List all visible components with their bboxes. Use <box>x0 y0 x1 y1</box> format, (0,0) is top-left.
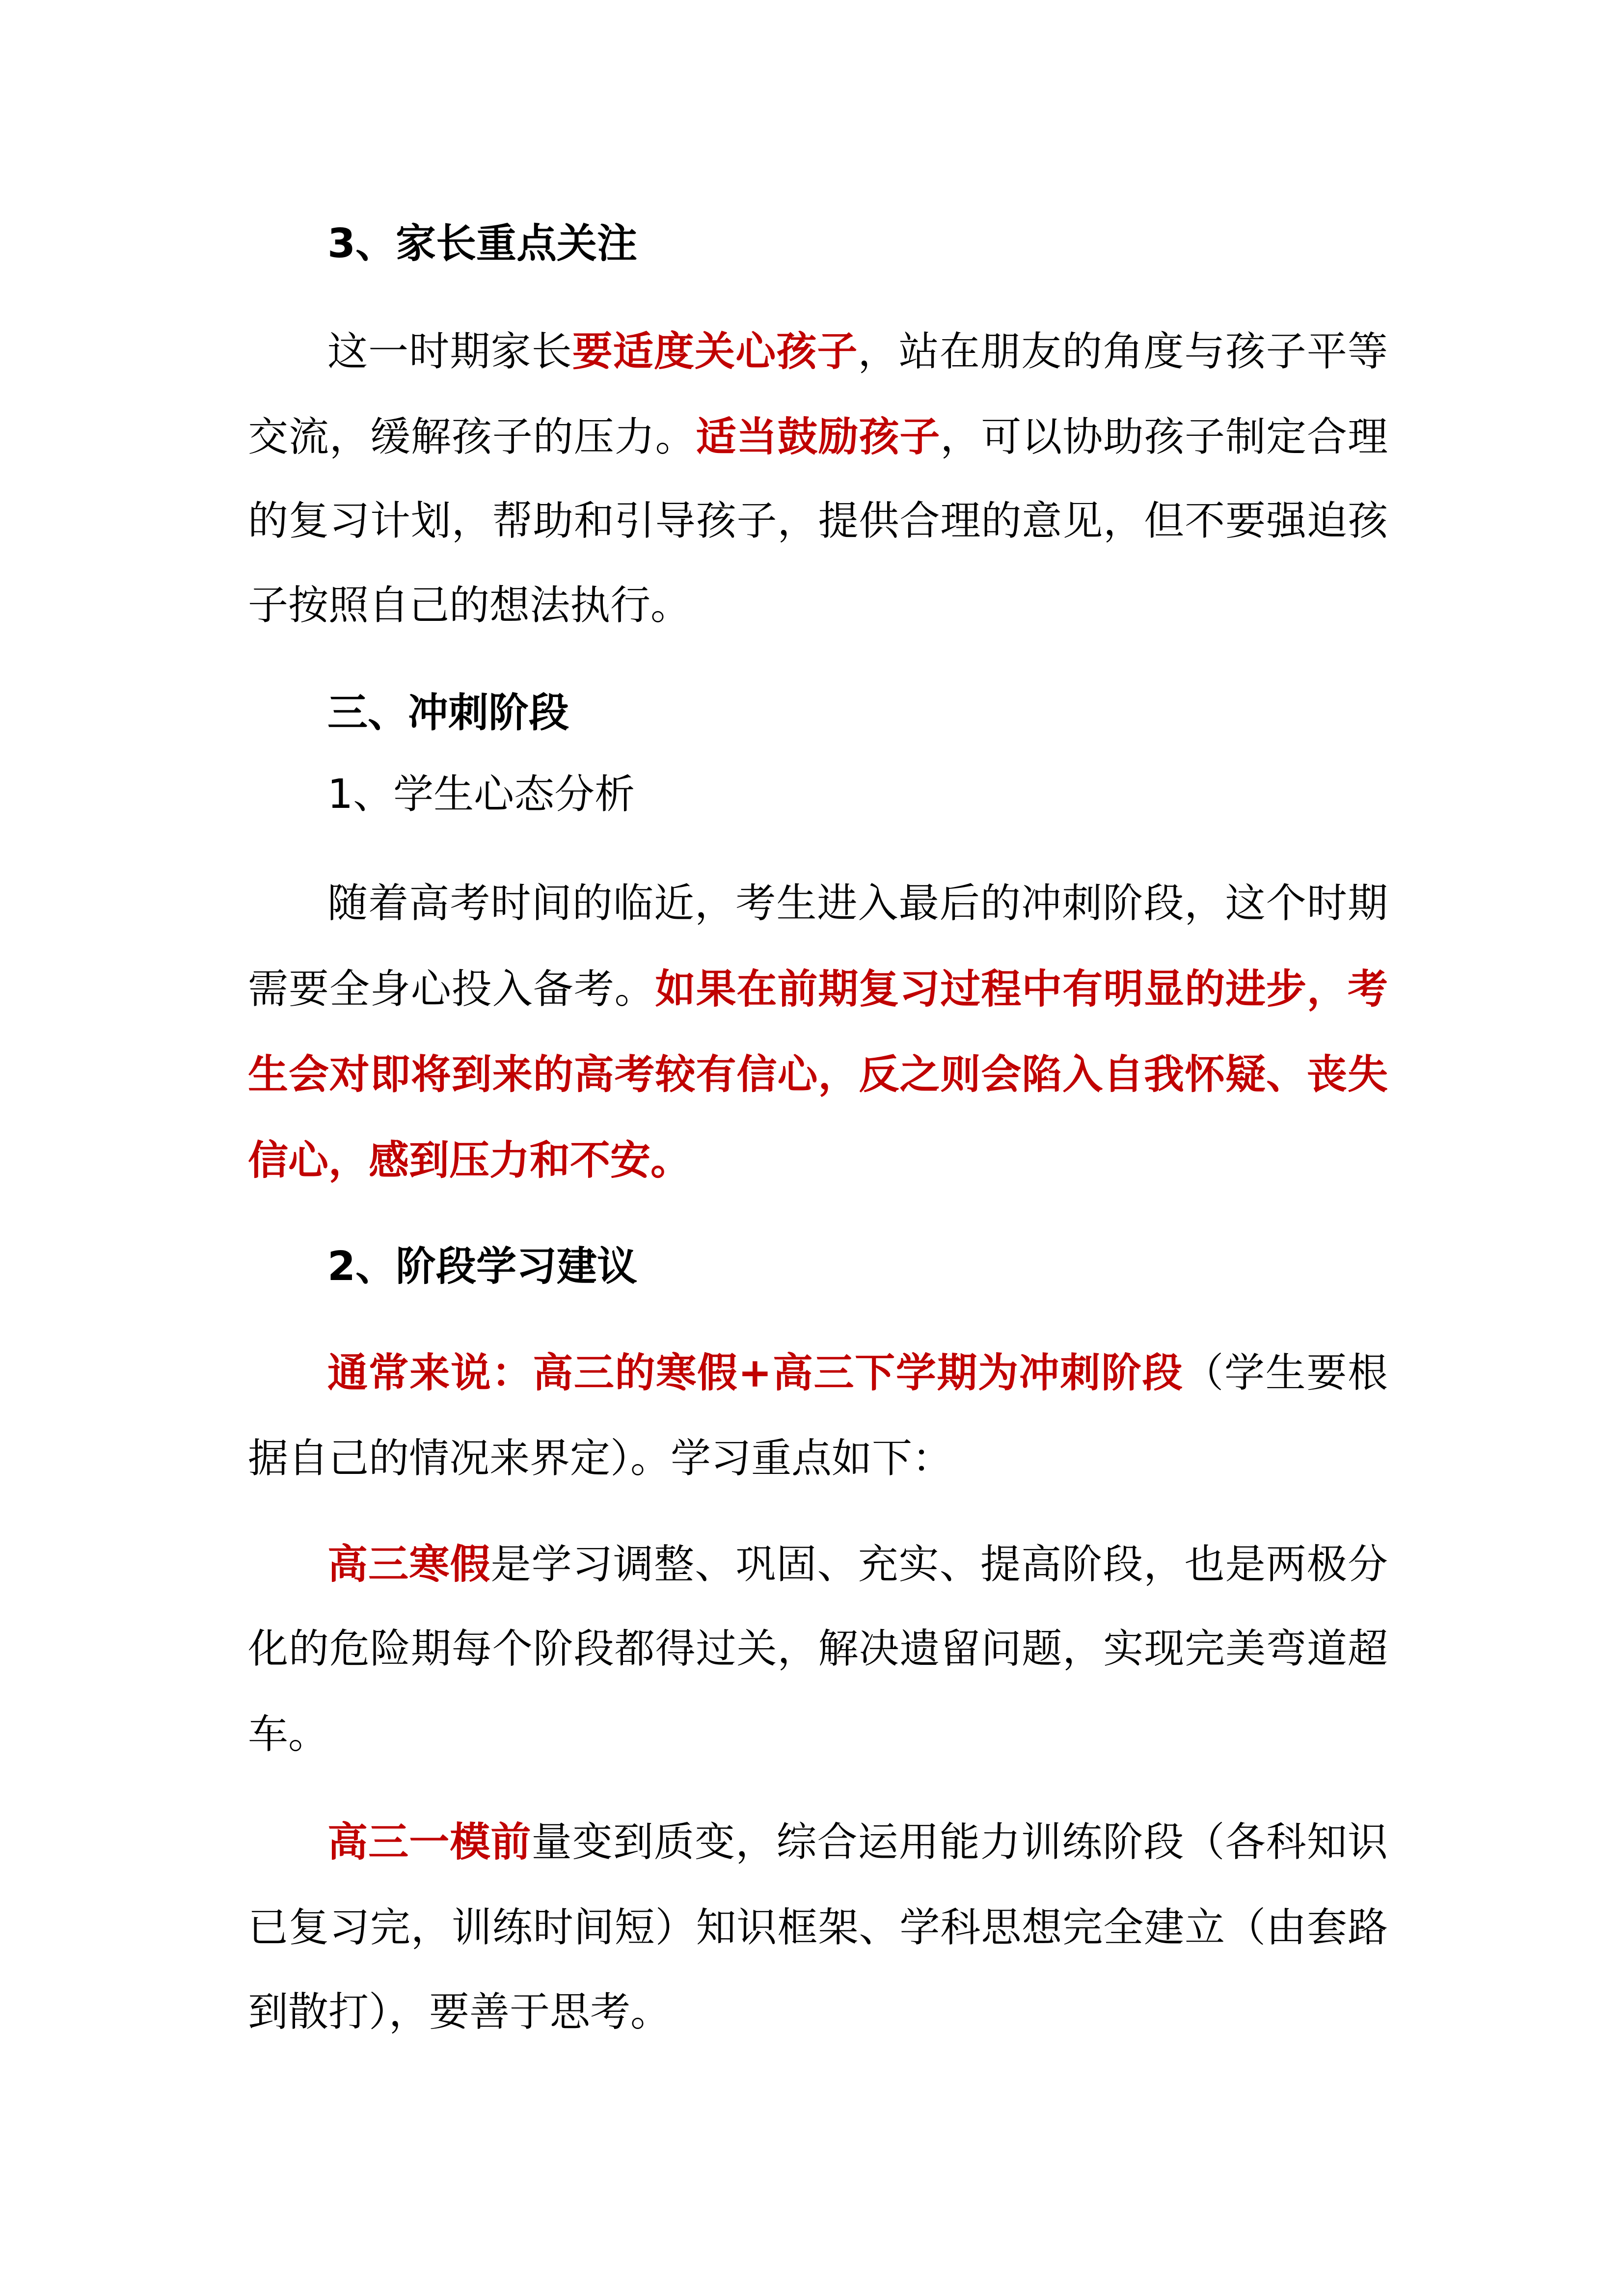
text-run: 到散打），要善于思考。 <box>248 1989 671 2035</box>
text-line <box>248 1692 1388 1777</box>
text-run: 据自己的情况来界定）。学习重点如下： <box>248 1435 953 1482</box>
emphasis-run: 信心，感到压力和不安。 <box>248 1137 691 1184</box>
subsection-heading-mindset: 1、学生心态分析 <box>327 771 635 818</box>
emphasis-run: 要适度关心孩子 <box>572 328 858 375</box>
emphasis-run: 高三寒假 <box>327 1541 491 1588</box>
emphasis-run: 通常来说：高三的寒假+高三下学期为冲刺阶段 <box>327 1350 1184 1396</box>
text-line <box>327 309 1388 394</box>
text-run: 量变到质变，综合运用能力训练阶段（各科知识 <box>531 1819 1388 1866</box>
text-line <box>248 479 1388 563</box>
section-heading-sprint-stage: 三、冲刺阶段 <box>327 690 569 736</box>
text-line <box>248 1118 1388 1203</box>
text-run: ，站在朋友的角度与孩子平等 <box>858 328 1388 375</box>
emphasis-run: 适当鼓励孩子 <box>696 414 941 460</box>
text-run: 已复习完，训练时间短）知识框架、学科思想完全建立（由套路 <box>248 1904 1388 1951</box>
section-heading-parent-focus: 3、家长重点关注 <box>327 220 638 267</box>
text-run: 这一时期家长 <box>327 328 572 375</box>
text-line <box>248 1885 1388 1970</box>
text-line <box>248 1970 1388 2055</box>
text-line <box>248 1606 1388 1691</box>
text-line <box>248 1416 1388 1501</box>
text-line <box>248 563 1388 648</box>
text-run: 子按照自己的想法执行。 <box>248 582 691 629</box>
emphasis-run: 生会对即将到来的高考较有信心，反之则会陷入自我怀疑、丧失 <box>248 1051 1388 1098</box>
text-line <box>327 1522 1388 1607</box>
text-line <box>327 861 1388 946</box>
text-run: 的复习计划，帮助和引导孩子，提供合理的意见，但不要强迫孩 <box>248 498 1388 544</box>
text-line <box>327 1800 1388 1885</box>
text-run: 需要全身心投入备考。 <box>248 966 655 1013</box>
subsection-heading-study-advice: 2、阶段学习建议 <box>327 1243 638 1290</box>
text-run: 是学习调整、巩固、充实、提高阶段，也是两极分 <box>490 1541 1388 1588</box>
text-run: ，可以协助孩子制定合理 <box>940 414 1388 460</box>
text-run: 车。 <box>248 1711 329 1758</box>
text-run: 化的危险期每个阶段都得过关，解决遗留问题，实现完美弯道超 <box>248 1626 1388 1672</box>
text-line <box>248 947 1388 1032</box>
emphasis-run: 如果在前期复习过程中有明显的进步，考 <box>655 966 1388 1013</box>
text-run: 随着高考时间的临近，考生进入最后的冲刺阶段，这个时期 <box>327 880 1388 927</box>
text-line <box>327 1331 1388 1415</box>
text-run: （学生要根 <box>1183 1350 1388 1396</box>
text-run: 交流，缓解孩子的压力。 <box>248 414 696 460</box>
text-line <box>248 395 1388 480</box>
text-line <box>248 1032 1388 1117</box>
emphasis-run: 高三一模前 <box>327 1819 532 1866</box>
